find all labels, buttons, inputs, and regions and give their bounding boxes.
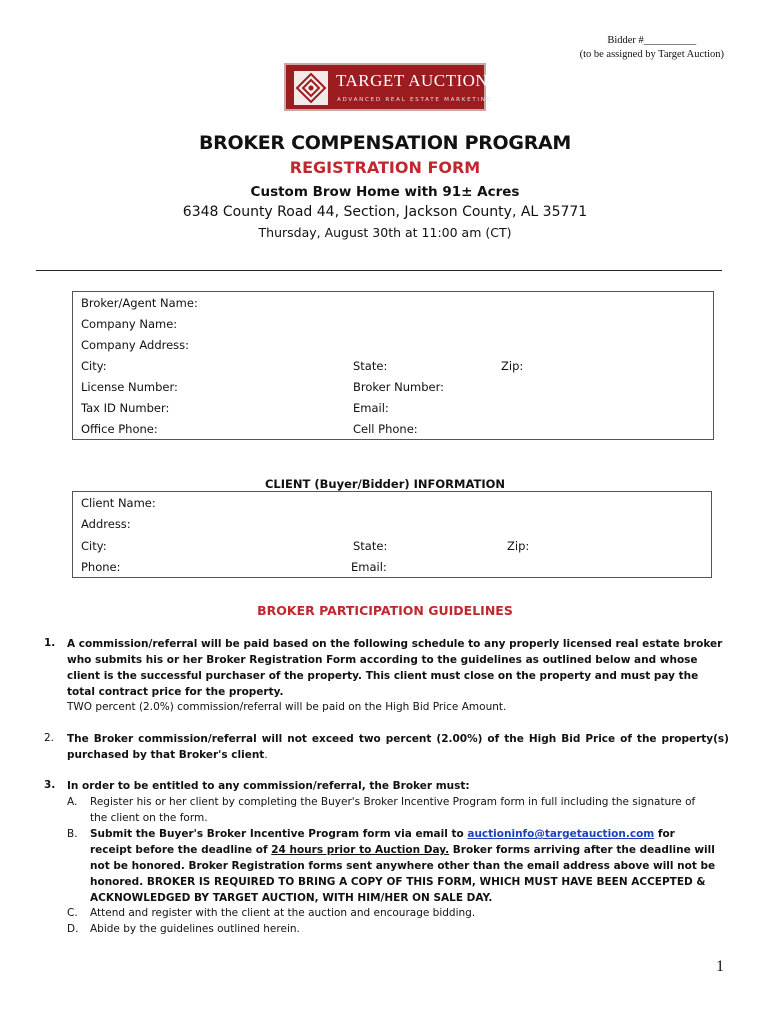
tax-id-row[interactable]	[73, 397, 713, 418]
company-name-row[interactable]	[73, 313, 713, 334]
guideline-3b-post: Broker forms arriving after the deadline will not be honored. Broker Registration forms sent anywhere other than the email address above will not be honored. BROKER IS REQUIRED TO BRING A COPY OF THIS FORM, WHICH MUST HAVE BEEN ACCEPTED & ACKNOWLEDGED BY TARGET AUCTION, WITH HIM/HER ON SALE DAY.	[90, 844, 716, 904]
guideline-3b-mid: for receipt before the deadline of	[90, 828, 675, 856]
broker-number-label: Broker Number:	[353, 380, 444, 394]
guideline-3c-text: Attend and register with the client at the auction and encourage bidding.	[90, 907, 476, 919]
client-phone-label: Phone:	[81, 560, 121, 574]
logo-tagline: ADVANCED REAL ESTATE MARKETING	[337, 97, 493, 103]
license-row[interactable]	[73, 376, 713, 397]
client-phone-row[interactable]	[73, 556, 711, 577]
property-address: 6348 County Road 44, Section, Jackson County, AL 35771	[182, 204, 588, 220]
broker-name-label: Broker/Agent Name:	[81, 296, 198, 310]
client-address-row[interactable]	[73, 513, 711, 534]
license-number-label: License Number:	[81, 380, 178, 394]
broker-name-row[interactable]	[73, 292, 713, 313]
client-zip-label: Zip:	[507, 539, 530, 553]
client-city-label: City:	[81, 539, 107, 553]
guideline-2-paragraph	[67, 731, 729, 763]
broker-city-row[interactable]	[73, 355, 713, 376]
company-address-label: Company Address:	[81, 338, 190, 352]
property-name: Custom Brow Home with 91± Acres	[250, 184, 520, 200]
office-phone-label: Office Phone:	[81, 422, 158, 436]
client-name-label: Client Name:	[81, 496, 156, 510]
guideline-2-end: .	[264, 749, 268, 761]
client-name-row[interactable]	[73, 492, 711, 513]
broker-state-label: State:	[353, 359, 388, 373]
guideline-3-number: 3.	[44, 779, 56, 791]
broker-zip-label: Zip:	[501, 359, 524, 373]
separator-rule	[36, 270, 722, 271]
guideline-3b-pre: Submit the Buyer's Broker Incentive Program form via email to	[90, 828, 464, 840]
guidelines-heading: BROKER PARTICIPATION GUIDELINES	[257, 603, 513, 618]
broker-info-form	[72, 291, 714, 440]
guideline-3a-text: Register his or her client by completing the Buyer's Broker Incentive Program form in full including the signature of the client on the form.	[90, 796, 696, 824]
guideline-3c-letter: C.	[67, 907, 78, 919]
document-subtitle: REGISTRATION FORM	[289, 158, 481, 177]
target-auction-logo	[284, 63, 493, 111]
client-city-row[interactable]	[73, 535, 711, 556]
company-address-row[interactable]	[73, 334, 713, 355]
guideline-2-text: The Broker commission/referral will not exceed two percent (2.00%) of the High Bid Price of the property(s) purchased by that Broker's client	[67, 733, 729, 761]
guideline-3d-letter: D.	[67, 923, 79, 935]
auction-date: Thursday, August 30th at 11:00 am (CT)	[258, 225, 512, 240]
guideline-1-note: TWO percent (2.0%) commission/referral will be paid on the High Bid Price Amount.	[67, 701, 507, 713]
guideline-1-text: A commission/referral will be paid based on the following schedule to any properly licensed real estate broker who submits his or her Broker Registration Form according to the guidelines as outlined below and whose client is the successful purchaser of the property. This client must close on the property and must pay the total contract price for the property.	[67, 638, 723, 698]
document-title: BROKER COMPENSATION PROGRAM	[198, 132, 572, 154]
tax-id-label: Tax ID Number:	[81, 401, 170, 415]
guideline-2-number: 2.	[44, 732, 55, 744]
bidder-number-note: (to be assigned by Target Auction)	[579, 49, 724, 60]
auction-email-link[interactable]: auctioninfo@targetauction.com	[467, 828, 655, 840]
page-number: 1	[716, 958, 724, 975]
company-name-label: Company Name:	[81, 317, 178, 331]
guideline-1-number: 1.	[44, 637, 56, 649]
client-state-label: State:	[353, 539, 388, 553]
bidder-number-line: Bidder #__________	[607, 35, 697, 46]
bidder-number-block	[580, 34, 724, 62]
guideline-3b-letter: B.	[67, 828, 78, 840]
guideline-3b-text	[90, 826, 720, 906]
cell-phone-label: Cell Phone:	[353, 422, 418, 436]
broker-email-label: Email:	[353, 401, 389, 415]
guideline-3b-deadline: 24 hours prior to Auction Day.	[271, 844, 450, 856]
logo-name: TARGET AUCTION	[336, 71, 489, 90]
guideline-3a-letter: A.	[67, 796, 78, 808]
client-email-label: Email:	[351, 560, 387, 574]
guideline-3d-text: Abide by the guidelines outlined herein.	[90, 923, 300, 935]
guideline-3-text: In order to be entitled to any commission/referral, the Broker must:	[67, 780, 470, 792]
client-info-form	[72, 491, 712, 578]
client-address-label: Address:	[81, 517, 131, 531]
broker-city-label: City:	[81, 359, 107, 373]
phone-row[interactable]	[73, 418, 713, 439]
logo-diamond-icon	[294, 71, 328, 105]
client-info-heading: CLIENT (Buyer/Bidder) INFORMATION	[264, 477, 506, 491]
